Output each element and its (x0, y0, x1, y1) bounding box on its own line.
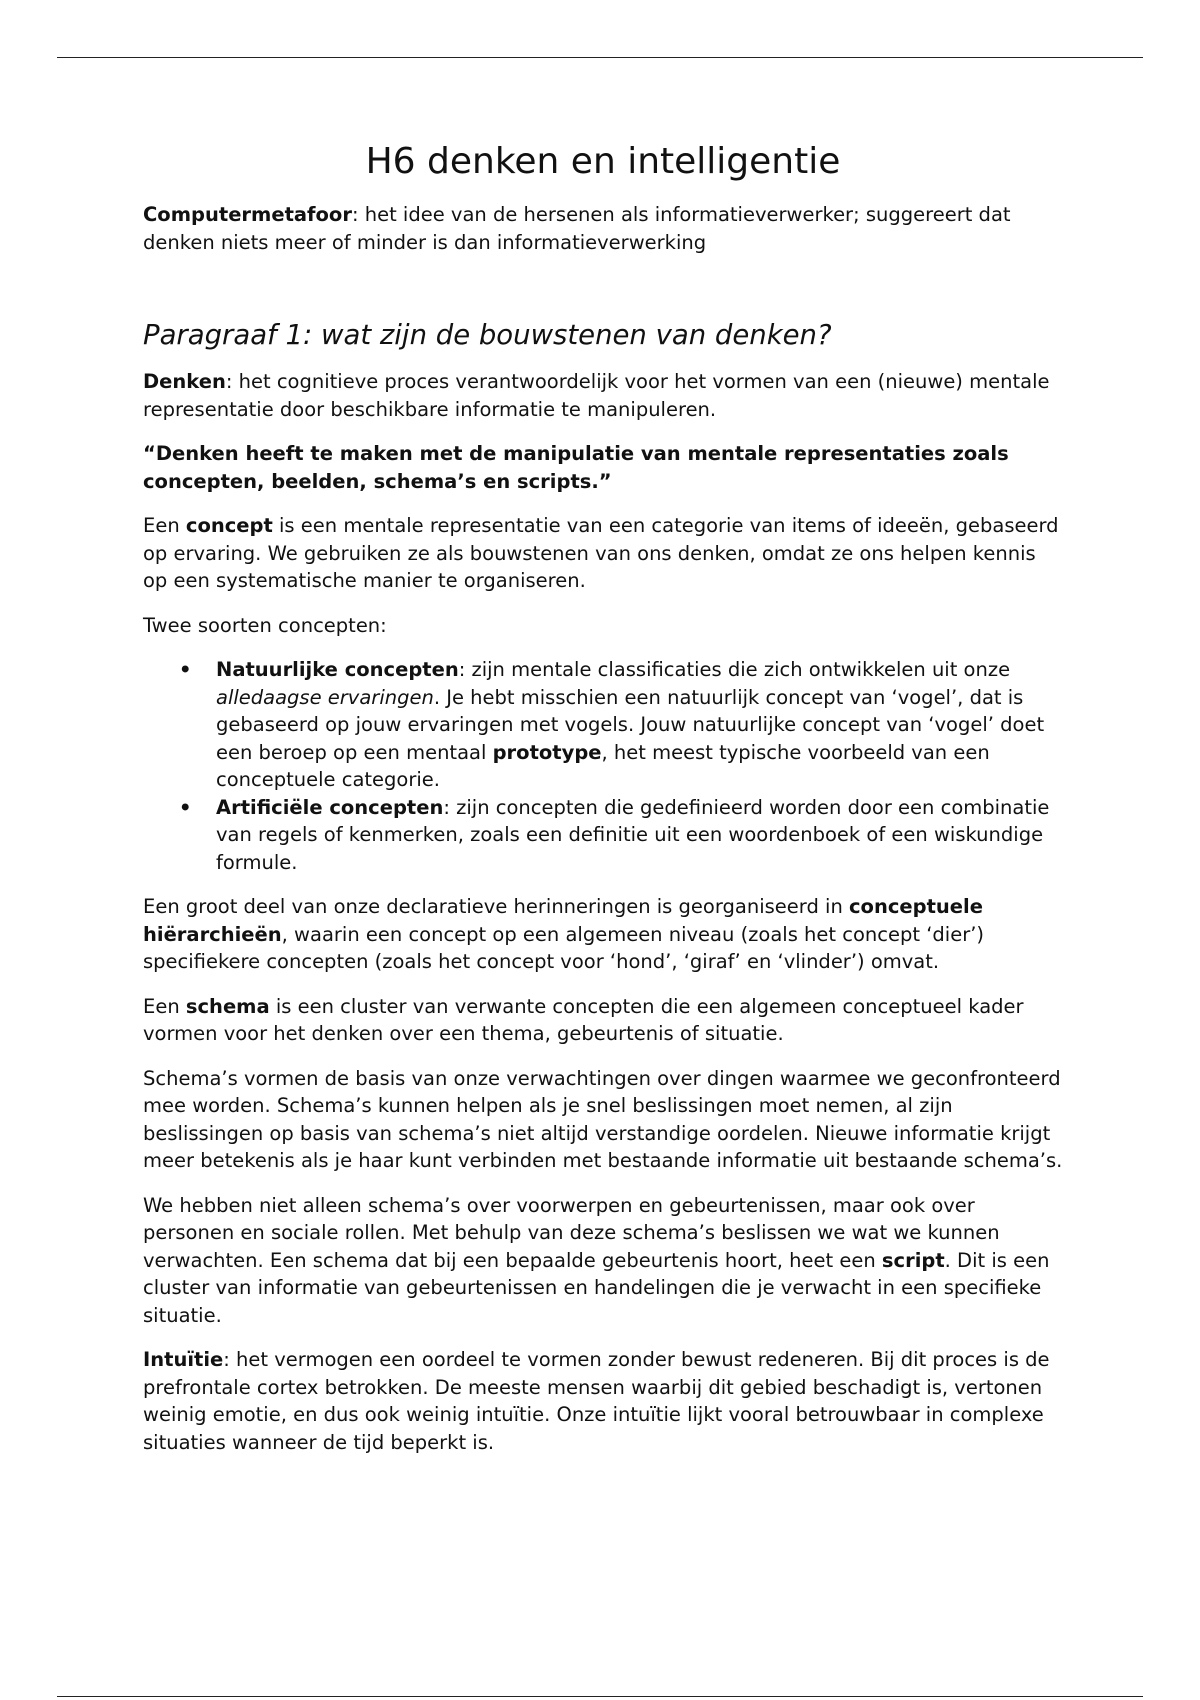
term-hierarchy: conceptuele hiërarchieën (143, 895, 983, 946)
intro-paragraph: Computermetafoor: het idee van de hersenen als informatieverwerker; suggereert dat denken niets meer of minder is dan informatieverwerking (143, 203, 1011, 254)
term-schema: schema (185, 994, 270, 1018)
list-item: • Natuurlijke concepten: zijn mentale classificaties die zich ontwikkelen uit onze alledaagse ervaringen. Je hebt misschien een natuurlijk concept van ‘vogel’, dat is gebaseerd op jouw ervaringen met vogels. Jouw natuurlijke concept van ‘vogel’ doet een beroep op een mentaal prototype, het meest typische voorbeeld van een conceptuele categorie. (216, 656, 1063, 794)
term-intuitie: Intuïtie (143, 1348, 224, 1371)
document-body (143, 140, 1063, 1473)
types-intro: Twee soorten concepten: (143, 613, 387, 637)
intuitie-paragraph: Intuïtie: het vermogen een oordeel te vormen zonder bewust redeneren. Bij dit proces is de prefrontale cortex betrokken. De meeste mensen waarbij dit gebied beschadigt is, vertonen weinig emotie, en dus ook weinig intuïtie. Onze intuïtie lijkt vooral betrouwbaar in complexe situaties wanneer de tijd beperkt is. (143, 1348, 1050, 1454)
concept-types-list (143, 656, 1063, 876)
quote: “Denken heeft te maken met de manipulatie van mentale representaties zoals concepten, beelden, schema’s en scripts.” (143, 442, 1009, 493)
concept-paragraph: Een concept is een mentale representatie van een categorie van items of ideeën, gebaseerd op ervaring. We gebruiken ze als bouwstenen van ons denken, omdat ze ons helpen kennis op een systematische manier te organiseren. (143, 514, 1059, 592)
term-concept: concept (185, 514, 273, 537)
list-item: • Artificiële concepten: zijn concepten die gedefinieerd worden door een combinatie van regels of kenmerken, zoals een definitie uit een woordenboek of een wiskundige formule. (216, 794, 1063, 877)
header-rule (57, 57, 1143, 58)
term-computermetafoor: Computermetafoor (143, 203, 352, 226)
schema-paragraph: Een schema is een cluster van verwante concepten die een algemeen conceptueel kader vormen voor het denken over een thema, gebeurtenis of situatie. (143, 994, 1024, 1045)
schema-basis-paragraph: Schema’s vormen de basis van onze verwachtingen over dingen waarmee we geconfronteerd mee worden. Schema’s kunnen helpen als je snel beslissingen moet nemen, al zijn beslissingen op basis van schema’s niet altijd verstandige oordelen. Nieuwe informatie krijgt meer betekenis als je haar kunt verbinden met bestaande informatie uit bestaande schema’s. (143, 1066, 1063, 1172)
hierarchy-paragraph: Een groot deel van onze declaratieve herinneringen is georganiseerd in conceptuele hiërarchieën, waarin een concept op een algemeen niveau (zoals het concept ‘dier’) specifiekere concepten (zoals het concept voor ‘hond’, ‘giraf’ en ‘vlinder’) omvat. (143, 895, 985, 973)
denken-definition: Denken: het cognitieve proces verantwoordelijk voor het vormen van een (nieuwe) mentale representatie door beschikbare informatie te manipuleren. (143, 370, 1050, 421)
term-denken: Denken (143, 370, 226, 393)
footer-rule (57, 1696, 1143, 1697)
section-heading: Paragraaf 1: wat zijn de bouwstenen van denken? (143, 319, 832, 351)
term-script: script (881, 1248, 945, 1272)
script-paragraph: We hebben niet alleen schema’s over voorwerpen en gebeurtenissen, maar ook over personen en sociale rollen. Met behulp van deze schema’s beslissen we wat we kunnen verwachten. Een schema dat bij een bepaalde gebeurtenis hoort, heet een script. Dit is een cluster van informatie van gebeurtenissen en handelingen die je verwacht in een specifieke situatie. (143, 1193, 1050, 1327)
page-title: H6 denken en intelligentie (365, 141, 841, 182)
